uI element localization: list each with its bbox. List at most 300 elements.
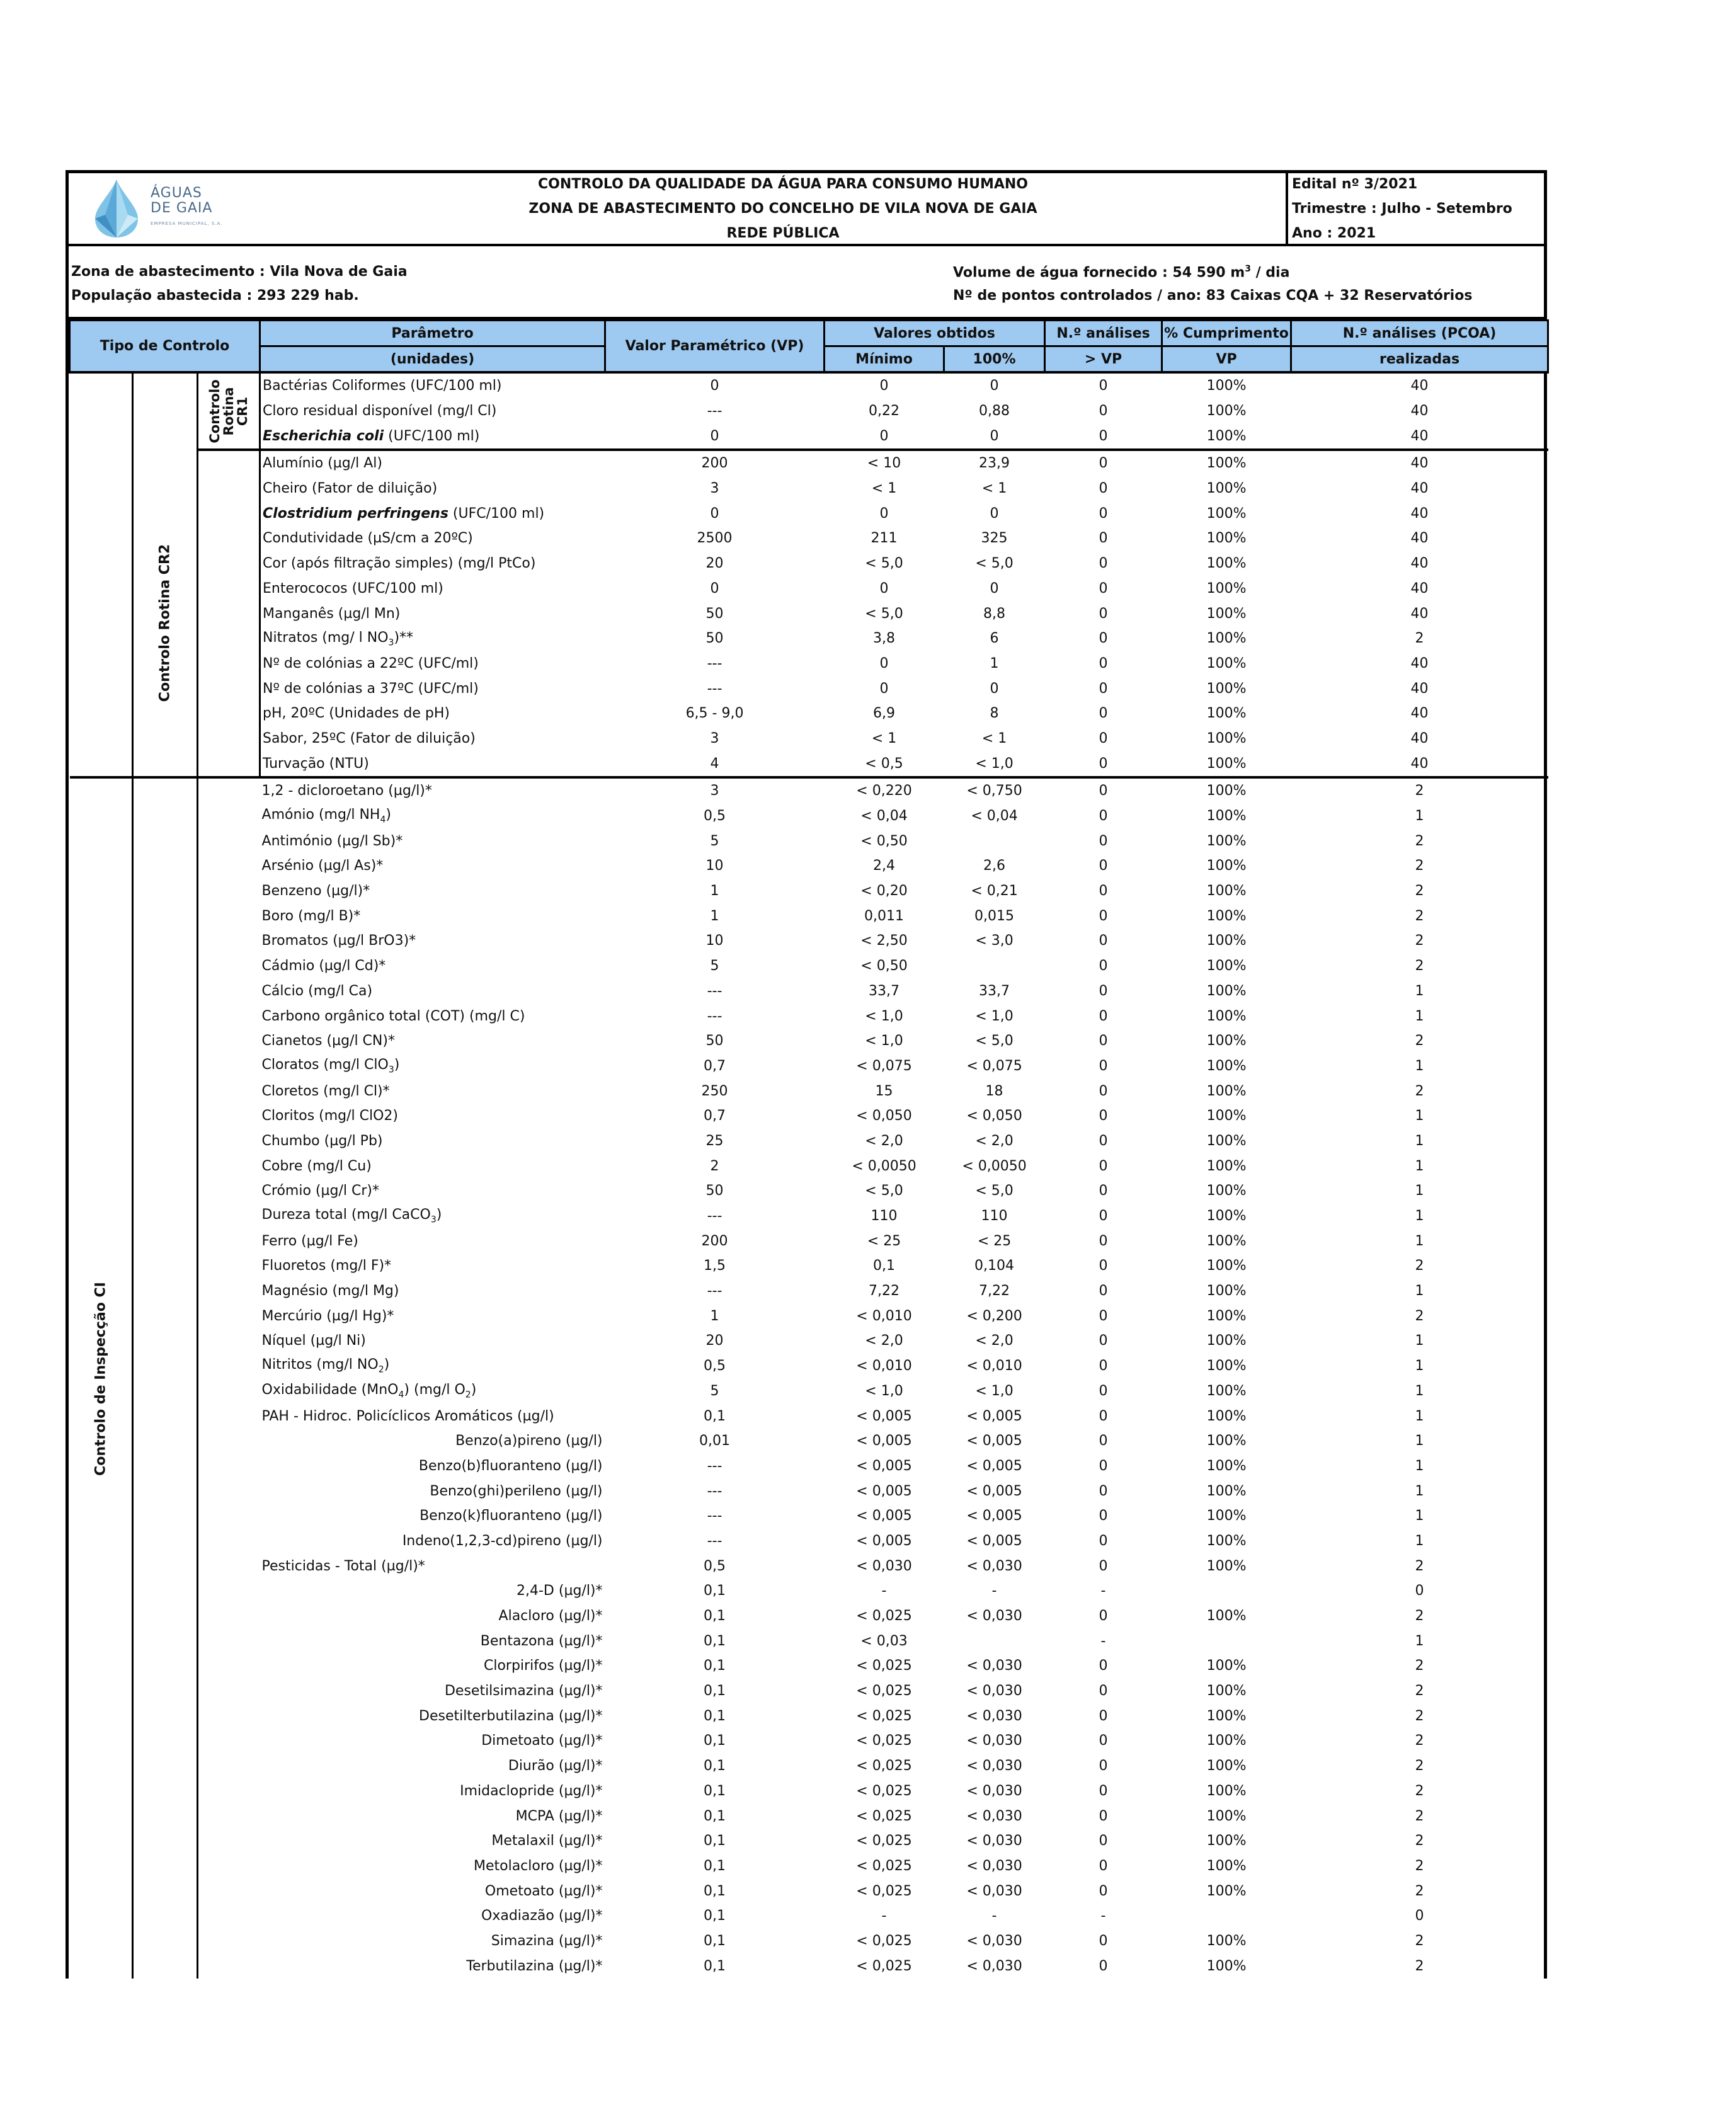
- analyses-count: 1: [1415, 1433, 1424, 1449]
- report-frame: [66, 170, 1547, 1979]
- table-row: [70, 1354, 1548, 1379]
- min-value: 0,011: [864, 908, 904, 924]
- parameter-cell: [260, 450, 605, 476]
- table-row: [70, 1254, 1548, 1279]
- analyses-count: 1: [1415, 1458, 1424, 1474]
- parameter-name: Alacloro (µg/l)*: [498, 1608, 603, 1625]
- max-value: < 0,030: [966, 1833, 1022, 1849]
- vp-value: ---: [707, 1458, 722, 1474]
- compliance-pct: 100%: [1206, 755, 1247, 772]
- group-outer-cr: [70, 372, 133, 777]
- analyses-count: 40: [1410, 530, 1429, 547]
- min-value: < 0,04: [860, 808, 908, 825]
- exceed-count: 0: [1099, 1683, 1108, 1699]
- col-cumprimento: % Cumprimento: [1162, 321, 1291, 346]
- analyses-count: 2: [1415, 1258, 1424, 1274]
- analyses-count: 2: [1415, 833, 1424, 849]
- vp-value: 0,1: [704, 1733, 726, 1749]
- parameter-post: )**: [394, 629, 414, 646]
- table-row: [70, 1078, 1548, 1104]
- vp-value: ---: [707, 1483, 722, 1499]
- parameter-cell: [260, 954, 605, 979]
- analyses-count: 2: [1415, 933, 1424, 949]
- max-value: < 5,0: [975, 1033, 1014, 1049]
- max-value: < 0,005: [966, 1483, 1022, 1499]
- parameter-name: Nitritos (mg/l NO: [261, 1357, 379, 1373]
- parameter-cell: [260, 828, 605, 854]
- table-row: [70, 1604, 1548, 1629]
- vp-value: 0,1: [704, 1883, 726, 1899]
- exceed-count: -: [1100, 1633, 1106, 1649]
- compliance-pct: 100%: [1206, 1958, 1247, 1974]
- exceed-count: 0: [1099, 730, 1108, 746]
- exceed-count: 0: [1099, 505, 1108, 522]
- compliance-pct: 100%: [1162, 450, 1291, 476]
- exceed-count: 0: [1099, 705, 1108, 722]
- max-value: 110: [981, 1208, 1008, 1225]
- min-value: < 1: [871, 481, 897, 497]
- parameter-name: Diurão (µg/l)*: [508, 1758, 603, 1774]
- results-table: [69, 319, 1549, 1979]
- max-value: < 2,0: [975, 1333, 1014, 1349]
- vp-value: 5: [710, 958, 719, 974]
- parameter-name: Crómio (µg/l Cr)*: [261, 1183, 379, 1199]
- parameter-name: Pesticidas - Total (µg/l)*: [261, 1558, 425, 1574]
- exceed-count: 0: [1099, 1483, 1108, 1499]
- report-network: REDE PÚBLICA: [726, 225, 840, 241]
- parameter-cell: [260, 1579, 605, 1604]
- parameter-name: Sabor, 25ºC (Fator de diluição): [263, 730, 476, 746]
- parameter-name: Oxidabilidade (MnO: [261, 1382, 399, 1398]
- max-value: < 0,005: [966, 1533, 1022, 1549]
- table-row: [70, 1403, 1548, 1429]
- parameter-cell: [260, 1703, 605, 1728]
- col-pcoa-realizadas: realizadas: [1291, 346, 1548, 373]
- max-value: < 0,030: [966, 1658, 1022, 1674]
- vp-value: 5: [710, 1383, 719, 1399]
- parameter-name: Metalaxil (µg/l)*: [491, 1833, 603, 1849]
- min-value: 0: [879, 428, 889, 444]
- company-logo: [69, 173, 280, 244]
- analyses-count: 40: [1410, 605, 1429, 622]
- exceed-count: 0: [1099, 1233, 1108, 1249]
- compliance-pct: 100%: [1206, 1158, 1247, 1174]
- analyses-count: 1: [1415, 1408, 1424, 1424]
- exceed-count: 0: [1045, 450, 1162, 476]
- parameter-cell: [260, 1379, 605, 1404]
- table-row: [70, 1303, 1548, 1328]
- parameter-cell: [260, 1829, 605, 1854]
- parameter-name: Terbutilazina (µg/l)*: [466, 1958, 603, 1974]
- group-cr2-inner: [198, 450, 260, 777]
- analyses-count: 1: [1415, 1208, 1424, 1225]
- max-value: -: [991, 1583, 997, 1599]
- parameter-name: Bactérias Coliformes (UFC/100 ml): [263, 378, 502, 394]
- vp-value: 0,1: [704, 1758, 726, 1774]
- vp-value: 10: [705, 933, 724, 949]
- exceed-count: 0: [1099, 1433, 1108, 1449]
- min-value: < 1,0: [865, 1383, 903, 1399]
- vp-value: 0,1: [704, 1783, 726, 1799]
- min-value: 33,7: [869, 983, 899, 999]
- compliance-pct: 100%: [1206, 556, 1247, 572]
- compliance-pct: 100%: [1206, 1483, 1247, 1499]
- min-value: < 0,50: [860, 958, 908, 974]
- table-row: [70, 1179, 1548, 1204]
- compliance-pct: 100%: [1206, 1308, 1247, 1324]
- analyses-count: 2: [1415, 958, 1424, 974]
- vp-value: 1: [710, 908, 719, 924]
- table-row: [70, 1328, 1548, 1354]
- min-value: -: [881, 1908, 887, 1924]
- compliance-pct: 100%: [1206, 908, 1247, 924]
- parameter-name: Bentazona (µg/l)*: [480, 1633, 603, 1649]
- vp-value: ---: [707, 983, 722, 999]
- max-value: < 0,005: [966, 1508, 1022, 1524]
- analyses-count: 1: [1415, 1358, 1424, 1374]
- exceed-count: 0: [1099, 403, 1108, 420]
- vp-value: 0,1: [704, 1858, 726, 1874]
- analyses-count: 2: [1415, 1608, 1424, 1625]
- vp-value: ---: [707, 655, 722, 671]
- col-minimo: Mínimo: [825, 346, 944, 373]
- vp-value: 0,1: [704, 1408, 726, 1424]
- table-row: [70, 1054, 1548, 1079]
- min-value: 0: [879, 680, 889, 697]
- max-value: < 0,030: [966, 1708, 1022, 1724]
- table-row: [70, 777, 1548, 804]
- parameter-cell: [260, 1628, 605, 1654]
- parameter-name: Cor (após filtração simples) (mg/l PtCo): [263, 556, 536, 572]
- group-cr2-band: [133, 372, 198, 777]
- exceed-count: 0: [1099, 1608, 1108, 1625]
- analyses-count: 2: [1415, 908, 1424, 924]
- compliance-pct: 100%: [1206, 1433, 1247, 1449]
- exceed-count: 0: [1099, 556, 1108, 572]
- vp-value: 0,1: [704, 1708, 726, 1724]
- vp-value: 0,1: [704, 1933, 726, 1949]
- analyses-count: 40: [1410, 730, 1429, 746]
- max-value: 23,9: [944, 450, 1045, 476]
- min-value: < 0,0050: [852, 1158, 917, 1174]
- logo-line-3: EMPRESA MUNICIPAL, S.A.: [151, 221, 223, 226]
- min-value: 6,9: [873, 705, 896, 722]
- analyses-count: 40: [1410, 755, 1429, 772]
- parameter-name: Imidaclopride (µg/l)*: [460, 1783, 603, 1799]
- compliance-pct: 100%: [1206, 858, 1247, 874]
- parameter-cell: [260, 651, 605, 677]
- analyses-count: 40: [1410, 403, 1429, 420]
- min-value: < 0,025: [856, 1858, 912, 1874]
- parameter-sub: 3: [388, 637, 394, 648]
- analyses-count: 1: [1415, 983, 1424, 999]
- max-value: < 1,0: [975, 1383, 1014, 1399]
- table-row: [70, 399, 1548, 424]
- min-value: < 0,075: [856, 1058, 912, 1074]
- exceed-count: 0: [1099, 1858, 1108, 1874]
- parameter-name: Clorpirifos (µg/l)*: [483, 1658, 603, 1674]
- analyses-count: 40: [1410, 505, 1429, 522]
- compliance-pct: 100%: [1206, 1683, 1247, 1699]
- max-value: < 0,030: [966, 1858, 1022, 1874]
- col-vp: Valor Paramétrico (VP): [605, 321, 825, 373]
- analyses-count: 2: [1415, 1708, 1424, 1724]
- min-value: < 10: [825, 450, 944, 476]
- vp-value: 0,7: [704, 1058, 726, 1074]
- exceed-count: 0: [1099, 428, 1108, 444]
- exceed-count: 0: [1099, 1933, 1108, 1949]
- parameter-name: Desetilsimazina (µg/l)*: [444, 1683, 603, 1699]
- vp-value: 0: [710, 505, 719, 522]
- exceed-count: 0: [1099, 580, 1108, 597]
- parameter-cell: [260, 1104, 605, 1129]
- exceed-count: 0: [1099, 1783, 1108, 1799]
- parameter-sub: 3: [388, 1065, 394, 1075]
- parameter-cell: [260, 1604, 605, 1629]
- parameter-cell: [260, 551, 605, 576]
- table-row: [70, 1904, 1548, 1929]
- vp-value: ---: [707, 1508, 722, 1524]
- compliance-pct: [1162, 1579, 1291, 1604]
- parameter-cell: [260, 1078, 605, 1104]
- group-outer-ci: [70, 777, 133, 1979]
- min-value: < 0,005: [856, 1508, 912, 1524]
- exceed-count: 0: [1099, 858, 1108, 874]
- parameter-name: Nº de colónias a 22ºC (UFC/ml): [263, 655, 479, 671]
- analyses-count: 1: [1415, 1508, 1424, 1524]
- min-value: 2,4: [873, 858, 896, 874]
- min-value: < 0,025: [856, 1708, 912, 1724]
- max-value: < 5,0: [975, 1183, 1014, 1199]
- compliance-pct: 100%: [1206, 1133, 1247, 1149]
- parameter-name: 1,2 - dicloroetano (µg/l)*: [261, 783, 432, 799]
- parameter-cell: [260, 777, 605, 804]
- parameter-name: Bromatos (µg/l BrO3)*: [261, 933, 416, 949]
- compliance-pct: 100%: [1206, 1883, 1247, 1899]
- compliance-pct: 100%: [1206, 1383, 1247, 1399]
- parameter-cell: [260, 1854, 605, 1879]
- exceed-count: 0: [1099, 755, 1108, 772]
- parameter-name: Metolacloro (µg/l)*: [473, 1858, 603, 1874]
- min-value: < 1: [871, 730, 897, 746]
- min-value: < 0,050: [856, 1108, 912, 1124]
- exceed-count: 0: [1099, 1883, 1108, 1899]
- analyses-count: 2: [1415, 1783, 1424, 1799]
- compliance-pct: 100%: [1206, 1858, 1247, 1874]
- compliance-pct: 100%: [1206, 655, 1247, 671]
- exceed-count: 0: [1099, 1808, 1108, 1824]
- max-value: 325: [981, 530, 1008, 547]
- table-row: [70, 651, 1548, 677]
- max-value: < 0,030: [966, 1683, 1022, 1699]
- analyses-count: 1: [1415, 1633, 1424, 1649]
- exceed-count: 0: [1099, 1333, 1108, 1349]
- max-value: 8,8: [983, 605, 1006, 622]
- compliance-pct: 100%: [1206, 833, 1247, 849]
- parameter-post: ): [394, 1057, 400, 1073]
- table-row: [70, 1728, 1548, 1754]
- parameter-name: pH, 20ºC (Unidades de pH): [263, 705, 450, 722]
- table-row: [70, 1929, 1548, 1954]
- parameter-cell: [260, 1878, 605, 1904]
- compliance-pct: 100%: [1206, 1408, 1247, 1424]
- compliance-pct: 100%: [1206, 1458, 1247, 1474]
- group-ci-band: [133, 777, 198, 1979]
- min-value: < 0,025: [856, 1833, 912, 1849]
- parameter-name: Benzo(a)pireno (µg/l): [455, 1433, 603, 1449]
- min-value: 7,22: [869, 1283, 899, 1299]
- exceed-count: 0: [1099, 680, 1108, 697]
- max-value: < 1,0: [975, 755, 1014, 772]
- min-value: < 0,025: [856, 1808, 912, 1824]
- compliance-pct: 100%: [1206, 530, 1247, 547]
- vp-value: 10: [705, 858, 724, 874]
- logo-line-2: DE GAIA: [151, 200, 213, 216]
- vp-value: ---: [707, 1283, 722, 1299]
- report-header: [69, 173, 1544, 246]
- table-row: [70, 954, 1548, 979]
- min-value: 0: [879, 655, 889, 671]
- min-value: < 0,005: [856, 1433, 912, 1449]
- max-value: < 0,21: [971, 883, 1018, 900]
- max-value: < 2,0: [975, 1133, 1014, 1149]
- min-value: < 1,0: [865, 1033, 903, 1049]
- parameter-cell: [260, 1478, 605, 1504]
- exceed-count: 0: [1099, 655, 1108, 671]
- table-row: [70, 1654, 1548, 1679]
- parameter-cell: [260, 1529, 605, 1554]
- parameter-name: Antimónio (µg/l Sb)*: [261, 833, 403, 849]
- parameter-cell: [260, 476, 605, 501]
- max-value: < 0,030: [966, 1608, 1022, 1625]
- table-row: [70, 1204, 1548, 1229]
- exceed-count: 0: [1099, 481, 1108, 497]
- parameter-name: Chumbo (µg/l Pb): [261, 1133, 383, 1149]
- report-sheet: [66, 170, 1547, 1979]
- max-value: < 0,030: [966, 1883, 1022, 1899]
- vp-value: 0,1: [704, 1683, 726, 1699]
- parameter-name: Ometoato (µg/l)*: [484, 1883, 603, 1899]
- max-value: 0: [990, 680, 999, 697]
- max-value: < 0,750: [944, 777, 1045, 804]
- vp-value: 2500: [697, 530, 733, 547]
- parameter-sub: 3: [430, 1214, 437, 1225]
- exceed-count: 0: [1099, 1708, 1108, 1724]
- parameter-name: Mercúrio (µg/l Hg)*: [261, 1308, 394, 1324]
- max-value: 6: [990, 631, 999, 647]
- analyses-count: 40: [1410, 680, 1429, 697]
- parameter-sub: 2: [378, 1364, 384, 1375]
- exceed-count: -: [1100, 1908, 1106, 1924]
- vp-value: ---: [707, 1533, 722, 1549]
- analyses-count: 40: [1410, 705, 1429, 722]
- vp-value: 0,1: [704, 1833, 726, 1849]
- vp-value: 50: [705, 1033, 724, 1049]
- analyses-count: 0: [1415, 1908, 1424, 1924]
- parameter-name: Cloritos (mg/l ClO2): [261, 1108, 399, 1124]
- compliance-pct: 100%: [1206, 1833, 1247, 1849]
- parameter-name: Cálcio (mg/l Ca): [261, 983, 373, 999]
- analyses-count: 1: [1415, 1533, 1424, 1549]
- vp-value: 0,5: [704, 1558, 726, 1574]
- parameter-name: Alumínio (µg/l Al): [263, 455, 382, 472]
- max-value: 8: [990, 705, 999, 722]
- group-ci-inner: [198, 777, 260, 1979]
- exceed-count: 0: [1045, 372, 1162, 399]
- vp-value: 0,1: [704, 1958, 726, 1974]
- vp-value: 0,01: [699, 1433, 730, 1449]
- exceed-count: 0: [1099, 1158, 1108, 1174]
- analyses-count: 2: [1415, 1033, 1424, 1049]
- compliance-pct: 100%: [1206, 1233, 1247, 1249]
- vp-value: 0,5: [704, 1358, 726, 1374]
- edital-number: Edital nº 3/2021: [1292, 176, 1418, 192]
- max-value: < 0,030: [966, 1758, 1022, 1774]
- min-value: < 5,0: [865, 605, 903, 622]
- analyses-count: 1: [1415, 1008, 1424, 1024]
- parameter-cell: [260, 626, 605, 651]
- parameter-name: Cloro residual disponível (mg/l Cl): [263, 403, 497, 420]
- col-unidades: (unidades): [260, 346, 605, 373]
- exceed-count: 0: [1099, 933, 1108, 949]
- parameter-post: ): [385, 807, 391, 823]
- max-value: < 0,030: [966, 1933, 1022, 1949]
- max-value: 0,015: [974, 908, 1015, 924]
- analyses-count: 1: [1415, 1058, 1424, 1074]
- table-row: [70, 423, 1548, 450]
- max-value: < 0,200: [966, 1308, 1022, 1324]
- analyses-count: 2: [1415, 1683, 1424, 1699]
- compliance-pct: 100%: [1206, 1783, 1247, 1799]
- parameter-cell: [260, 1129, 605, 1154]
- vp-value: 5: [710, 833, 719, 849]
- table-row: [70, 1104, 1548, 1129]
- parameter-name: Cloretos (mg/l Cl)*: [261, 1083, 390, 1099]
- vp-value: 0,5: [704, 808, 726, 825]
- vp-value: 0,1: [704, 1808, 726, 1824]
- compliance-pct: 100%: [1206, 883, 1247, 900]
- parameter-name: Oxadiazão (µg/l)*: [481, 1908, 603, 1924]
- table-row: [70, 1628, 1548, 1654]
- table-row: [70, 903, 1548, 928]
- vp-value: 0: [710, 580, 719, 597]
- supply-info: [69, 246, 1544, 319]
- exceed-count: 0: [1099, 1183, 1108, 1199]
- compliance-pct: 100%: [1206, 1058, 1247, 1074]
- compliance-pct: 100%: [1206, 1333, 1247, 1349]
- vp-value: 0,1: [704, 1658, 726, 1674]
- parameter-cell: [260, 1429, 605, 1454]
- min-value: < 2,0: [865, 1333, 903, 1349]
- col-cumprimento-vp: VP: [1162, 346, 1291, 373]
- table-row: [70, 726, 1548, 751]
- min-value: -: [881, 1583, 887, 1599]
- analyses-count: 2: [1415, 1558, 1424, 1574]
- vp-value: ---: [707, 403, 722, 420]
- compliance-pct: 100%: [1206, 580, 1247, 597]
- parameter-cell: [260, 372, 605, 399]
- table-row: [70, 1754, 1548, 1779]
- analyses-count: 2: [1415, 1808, 1424, 1824]
- table-row: [70, 828, 1548, 854]
- table-row: [70, 1854, 1548, 1879]
- parameter-name: Carbono orgânico total (COT) (mg/l C): [261, 1008, 525, 1024]
- parameter-cell: [260, 501, 605, 526]
- parameter-cell: [260, 1904, 605, 1929]
- analyses-count: 2: [1415, 1958, 1424, 1974]
- exceed-count: 0: [1099, 1283, 1108, 1299]
- parameter-name: Benzo(b)fluoranteno (µg/l): [418, 1458, 603, 1474]
